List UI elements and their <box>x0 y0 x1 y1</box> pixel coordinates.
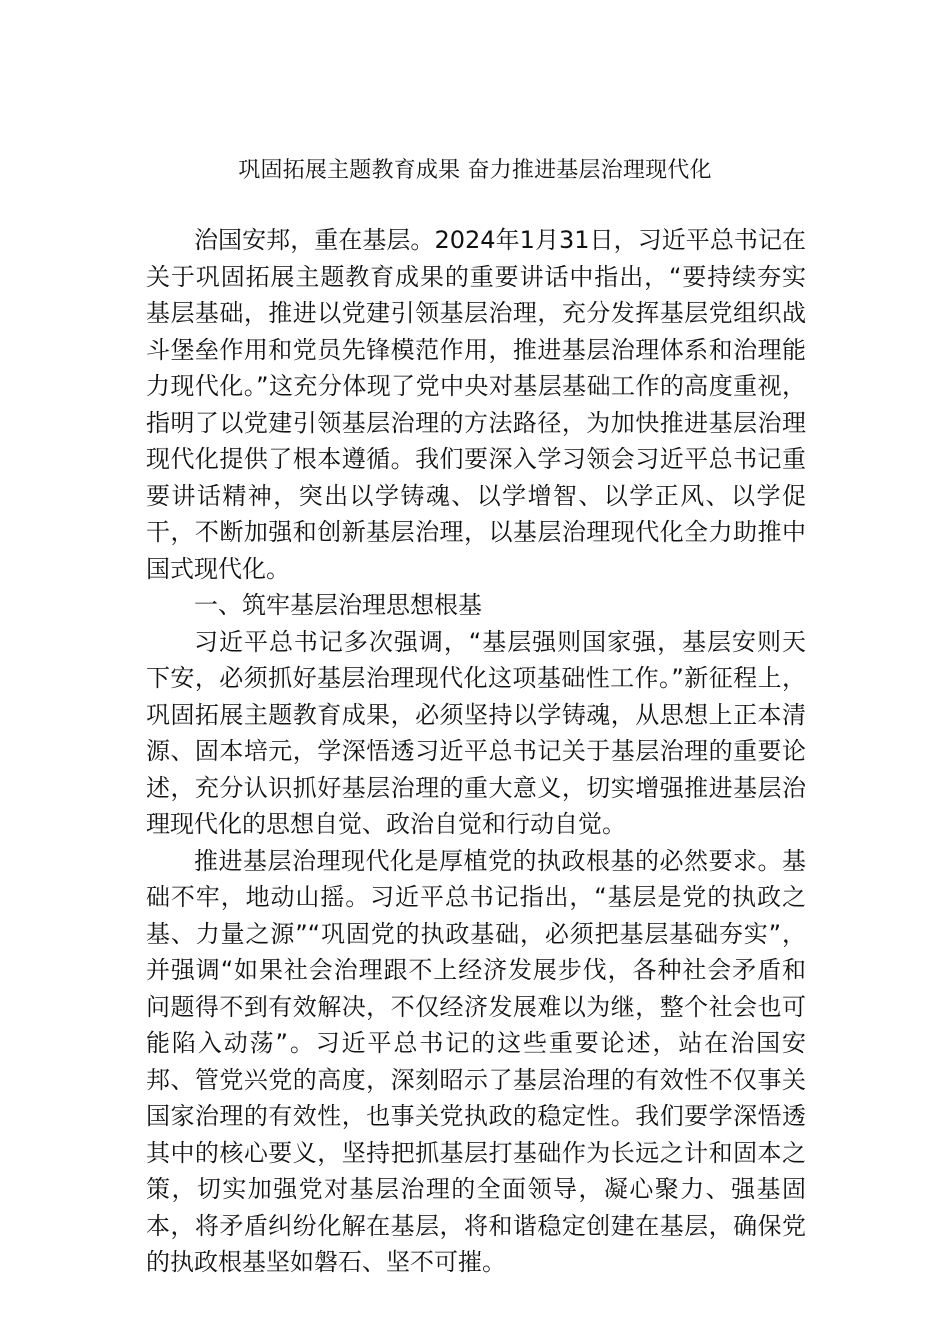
paragraph-section-one: 习近平总书记多次强调，“基层强则国家强，基层安则天下安，必须抓好基层治理现代化这项基础性工作。”新征程上，巩固拓展主题教育成果，必须坚持以学铸魂，从思想上正本清源、固本培元，学深悟透习近平总书记关于基层治理的重要论述，充分认识抓好基层治理的重大意义，切实增强推进基层治理现代化的思想自觉、政治自觉和行动自觉。 <box>146 627 806 838</box>
paragraph-section-two: 推进基层治理现代化是厚植党的执政根基的必然要求。基础不牢，地动山摇。习近平总书记指出，“基层是党的执政之基、力量之源”“巩固党的执政基础，必须把基层基础夯实”，并强调“如果社会治理跟不上经济发展步伐，各种社会矛盾和问题得不到有效解决，不仅经济发展难以为继，整个社会也可能陷入动荡”。习近平总书记的这些重要论述，站在治国安邦、管党兴党的高度，深刻昭示了基层治理的有效性不仅事关国家治理的有效性，也事关党执政的稳定性。我们要学深悟透其中的核心要义，坚持把抓基层打基础作为长远之计和固本之策，切实加强党对基层治理的全面领导，凝心聚力、强基固本，将矛盾纠纷化解在基层，将和谐稳定创建在基层，确保党的执政根基坚如磐石、坚不可摧。 <box>146 846 806 1276</box>
paragraph-intro: 治国安邦，重在基层。2024年1月31日，习近平总书记在关于巩固拓展主题教育成果的重要讲话中指出，“要持续夯实基层基础，推进以党建引领基层治理，充分发挥基层党组织战斗堡垒作用和党员先锋模范作用，推进基层治理体系和治理能力现代化。”这充分体现了党中央对基层基础工作的高度重视，指明了以党建引领基层治理的方法路径，为加快推进基层治理现代化提供了根本遵循。我们要深入学习领会习近平总书记重要讲话精神，突出以学铸魂、以学增智、以学正风、以学促干，不断加强和创新基层治理，以基层治理现代化全力助推中国式现代化。 <box>146 226 806 583</box>
section-heading: 一、筑牢基层治理思想根基 <box>194 591 482 619</box>
document-body <box>146 222 806 1281</box>
document-title: 巩固拓展主题教育成果 奋力推进基层治理现代化 <box>238 158 712 183</box>
